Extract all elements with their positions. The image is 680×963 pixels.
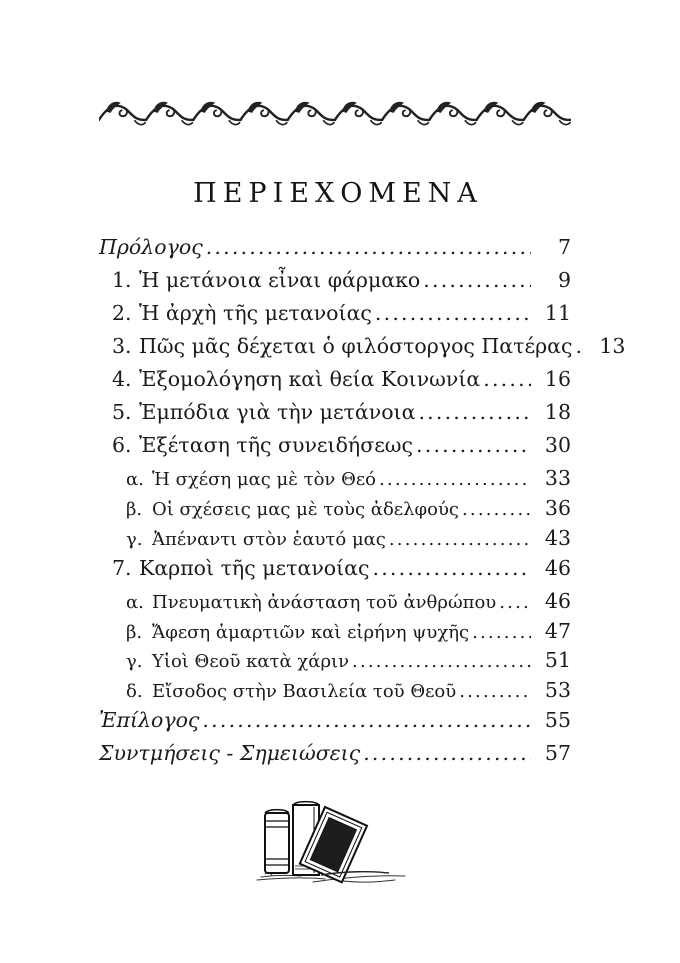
toc-entry-marker: α. (126, 591, 144, 613)
toc-entry-page: 57 (544, 741, 571, 765)
toc-entry-page: 51 (544, 648, 571, 673)
toc-entry (99, 649, 571, 672)
toc-entry (99, 590, 571, 613)
dot-leader (462, 500, 531, 520)
toc-entry-label: Ἡ ἀρχὴ τῆς μετανοίας (139, 301, 372, 326)
dot-leader (379, 470, 531, 490)
toc-entry-label: Πῶς μᾶς δέχεται ὁ φιλόστοργος Πατέρας (139, 334, 573, 359)
toc-entry-marker: 5. (112, 400, 132, 425)
toc-entry-page: 47 (544, 618, 571, 643)
toc-entry-label: Εἴσοδος στὴν Βασιλεία τοῦ Θεοῦ (152, 681, 457, 703)
toc-entry-page: 53 (544, 678, 571, 703)
toc-entry-label: Πνευματικὴ ἀνάσταση τοῦ ἀνθρώπου (152, 591, 497, 613)
toc-entry (99, 557, 571, 580)
toc-entry-marker: 2. (112, 301, 132, 326)
toc-entry-page: 43 (544, 525, 571, 550)
toc-entry-marker: γ. (126, 528, 143, 550)
dot-leader (483, 368, 531, 391)
toc-entry (99, 368, 571, 391)
dot-leader (459, 682, 531, 702)
toc-entry (99, 467, 571, 490)
toc-entry-page: 46 (544, 588, 571, 613)
toc-entry-label: Ἐπίλογος (99, 707, 200, 732)
toc-entry-marker: α. (126, 469, 144, 491)
toc-entry (99, 679, 571, 702)
books-illustration-icon (255, 791, 415, 886)
toc-entry (99, 302, 571, 325)
toc-entry-marker: 6. (112, 433, 132, 458)
toc-entry-page: 36 (544, 496, 571, 521)
toc-entry-marker: 7. (112, 555, 132, 580)
toc-entry-marker: 3. (112, 334, 132, 359)
toc-entry-marker: γ. (126, 651, 143, 673)
toc-entry-page: 7 (557, 235, 571, 259)
toc-entry-page: 33 (544, 466, 571, 491)
toc-entry-marker: β. (126, 621, 143, 643)
toc-entry-label: Πρόλογος (99, 235, 203, 259)
toc-entry-label: Υἱοὶ Θεοῦ κατὰ χάριν (152, 651, 350, 673)
dot-leader (375, 302, 531, 325)
toc-entry (99, 742, 571, 765)
dot-leader (418, 401, 531, 424)
toc-entry-page: 11 (544, 301, 571, 326)
toc-entry (99, 620, 571, 643)
toc-entry-marker: β. (126, 499, 143, 521)
toc-entry (99, 401, 571, 424)
toc-entry (99, 709, 571, 732)
toc-entry (99, 527, 571, 550)
toc-entry-page: 9 (557, 268, 571, 293)
toc-entry-marker: δ. (126, 681, 143, 703)
toc-entry (99, 269, 571, 292)
toc-entry-marker: 1. (112, 268, 132, 293)
dot-leader (206, 236, 531, 259)
dot-leader (363, 742, 531, 765)
toc-entry-marker: 4. (112, 367, 132, 392)
dot-leader (416, 434, 531, 457)
toc-entry-page: 30 (544, 433, 571, 458)
dot-leader (352, 652, 531, 672)
toc-entry-page: 18 (544, 400, 571, 425)
toc-entry-page: 55 (544, 707, 571, 732)
toc-entry-page: 46 (544, 555, 571, 580)
page-content (99, 100, 626, 886)
dot-leader (423, 269, 531, 292)
dot-leader (389, 530, 531, 550)
toc-entry (99, 334, 626, 359)
toc-entry-label: Ἐμπόδια γιὰ τὴν μετάνοια (139, 400, 416, 425)
dot-leader (472, 623, 531, 643)
toc-entry-label: Ἄφεση ἁμαρτιῶν καὶ εἰρήνη ψυχῆς (152, 621, 470, 643)
toc-entry-page: 16 (544, 367, 571, 392)
toc-entry-label: Ἡ σχέση μας μὲ τὸν Θεό (152, 469, 377, 491)
dot-leader (373, 557, 532, 580)
toc-entry-page: 13 (599, 334, 626, 359)
dot-leader (575, 335, 585, 358)
toc-entry (99, 497, 571, 520)
toc-entry-label: Ἐξέταση τῆς συνειδήσεως (139, 433, 414, 458)
toc-entry-label: Συντμήσεις - Σημειώσεις (99, 741, 361, 765)
toc-entry-label: Ἐξομολόγηση καὶ θεία Κοινωνία (139, 367, 481, 392)
toc-entry (99, 434, 571, 457)
toc-entry-label: Οἱ σχέσεις μας μὲ τοὺς ἀδελφούς (152, 499, 459, 521)
toc-entry (99, 236, 571, 259)
toc-entry-label: Καρποὶ τῆς μετανοίας (139, 555, 370, 580)
dot-leader (499, 593, 531, 613)
dot-leader (202, 709, 531, 732)
toc-entry-label: Ἀπέναντι στὸν ἑαυτό μας (152, 528, 386, 550)
table-of-contents (99, 235, 626, 765)
wave-scroll-ornament-icon (99, 100, 571, 134)
page-title: ΠΕΡΙΕΧΟΜΕΝΑ (193, 178, 483, 209)
toc-entry-label: Ἡ μετάνοια εἶναι φάρμακο (139, 268, 421, 293)
